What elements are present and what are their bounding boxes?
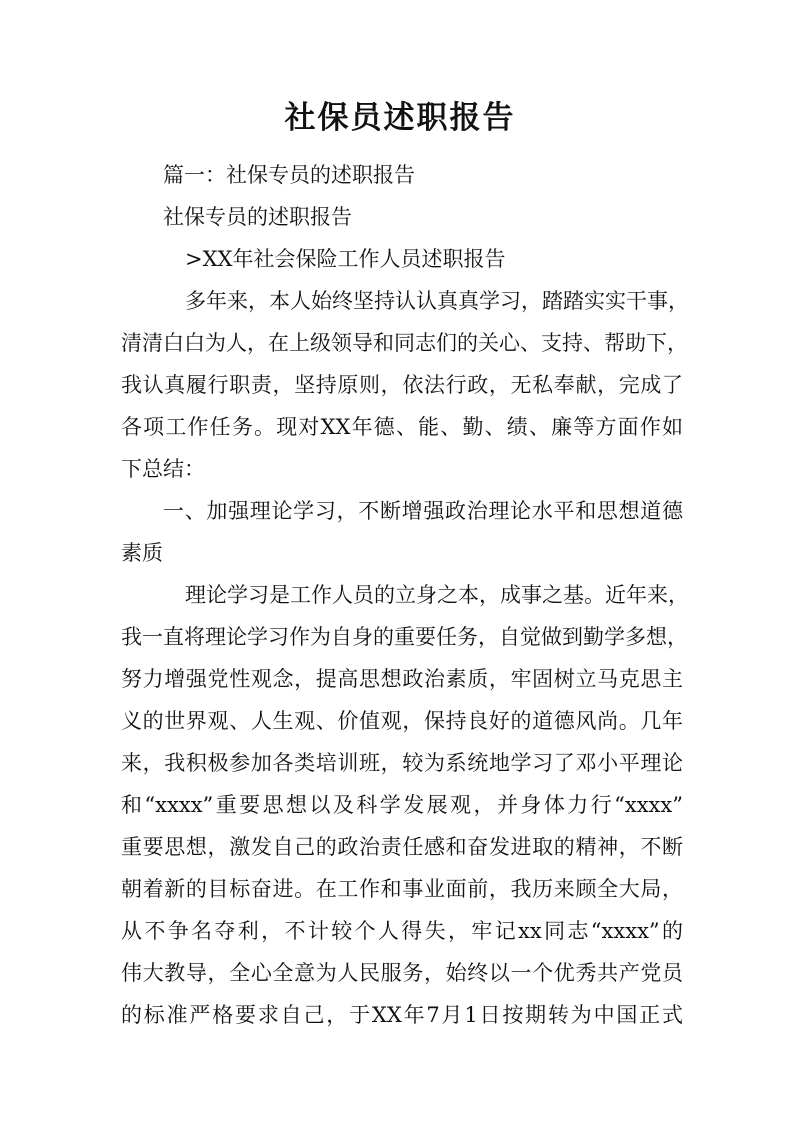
- section1-body-line: 朝着新的目标奋进。在工作和事业面前，我历来顾全大局，: [121, 877, 683, 901]
- subtitle: 社保专员的述职报告: [163, 205, 352, 229]
- document-title: 社保员述职报告: [284, 100, 516, 136]
- section-heading: 篇一：社保专员的述职报告: [163, 163, 415, 187]
- section1-body-line: 和“xxxx”重要思想以及科学发展观，并身体力行“xxxx”: [121, 793, 683, 817]
- intro-line: 下总结：: [121, 457, 205, 481]
- section1-body-line: 努力增强党性观念，提高思想政治素质，牢固树立马克思主: [121, 667, 683, 691]
- section1-heading-line: 一、加强理论学习，不断增强政治理论水平和思想道德: [163, 499, 683, 523]
- section1-body-line: 义的世界观、人生观、价值观，保持良好的道德风尚。几年: [121, 709, 683, 733]
- report-heading: >XX年社会保险工作人员述职报告: [185, 247, 506, 271]
- section1-body-line: 理论学习是工作人员的立身之本，成事之基。近年来，: [185, 583, 689, 607]
- section1-heading-line: 素质: [121, 541, 163, 565]
- intro-line: 清清白白为人，在上级领导和同志们的关心、支持、帮助下，: [121, 331, 688, 355]
- section1-body-line: 伟大教导，全心全意为人民服务，始终以一个优秀共产党员: [121, 961, 683, 985]
- section1-body-line: 我一直将理论学习作为自身的重要任务，自觉做到勤学多想，: [121, 625, 688, 649]
- section1-body-line: 从不争名夺利，不计较个人得失，牢记xx同志“xxxx”的: [121, 919, 683, 943]
- section1-body-line: 来，我积极参加各类培训班，较为系统地学习了邓小平理论: [121, 751, 683, 775]
- intro-line: 各项工作任务。现对XX年德、能、勤、绩、廉等方面作如: [121, 415, 683, 439]
- section1-body-line: 的标准严格要求自己，于XX年7月1日按期转为中国正式: [121, 1003, 683, 1027]
- section1-body-line: 重要思想，激发自己的政治责任感和奋发进取的精神，不断: [121, 835, 683, 859]
- intro-line: 多年来，本人始终坚持认认真真学习，踏踏实实干事，: [185, 289, 689, 313]
- intro-line: 我认真履行职责，坚持原则，依法行政，无私奉献，完成了: [121, 373, 683, 397]
